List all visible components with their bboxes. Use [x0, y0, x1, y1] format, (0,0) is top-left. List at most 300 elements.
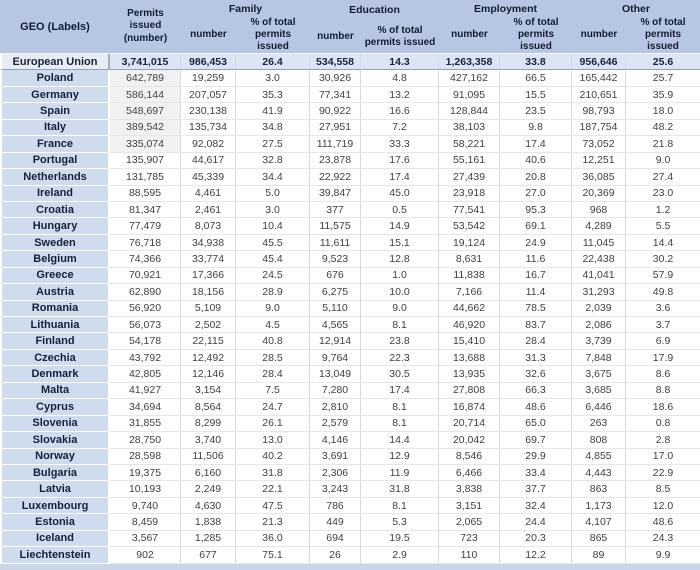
other-pct-cell: 14.4	[626, 235, 700, 251]
permits-issued-cell: 54,178	[110, 333, 181, 349]
family-number-cell: 8,564	[181, 399, 236, 415]
permits-issued-cell: 642,789	[110, 70, 181, 86]
employment-number-cell: 3,838	[439, 481, 500, 497]
education-pct-cell: 12.8	[361, 251, 439, 267]
employment-number-cell: 8,631	[439, 251, 500, 267]
family-pct-cell: 24.5	[236, 268, 310, 284]
employment-pct-cell: 27.0	[500, 186, 572, 202]
employment-pct-cell: 66.3	[500, 383, 572, 399]
family-number-cell: 2,502	[181, 317, 236, 333]
education-pct-cell: 17.6	[361, 153, 439, 169]
other-number-cell: 1,173	[572, 498, 626, 514]
education-number-cell: 5,110	[310, 301, 361, 317]
education-pct-cell: 12.9	[361, 449, 439, 465]
geo-cell: Cyprus	[0, 399, 110, 415]
employment-pct-cell: 15.5	[500, 87, 572, 103]
family-number-header[interactable]: number	[190, 29, 227, 40]
other-number-cell: 31,293	[572, 284, 626, 300]
employment-pct-cell: 23.5	[500, 103, 572, 119]
education-pct-cell: 45.0	[361, 186, 439, 202]
geo-cell: Slovenia	[0, 416, 110, 432]
other-number-cell: 808	[572, 432, 626, 448]
other-pct-cell: 18.6	[626, 399, 700, 415]
geo-cell: Czechia	[0, 350, 110, 366]
table-row	[0, 54, 700, 70]
education-number-cell: 7,280	[310, 383, 361, 399]
employment-number-cell: 20,714	[439, 416, 500, 432]
other-number-cell: 187,754	[572, 120, 626, 136]
other-number-cell: 11,045	[572, 235, 626, 251]
table-row	[0, 202, 700, 218]
education-number-cell: 3,243	[310, 481, 361, 497]
education-number-cell: 2,306	[310, 465, 361, 481]
family-column-group	[181, 0, 310, 53]
education-number-cell: 111,719	[310, 136, 361, 152]
family-pct-cell: 10.4	[236, 218, 310, 234]
employment-pct-cell: 37.7	[500, 481, 572, 497]
employment-pct-cell: 11.4	[500, 284, 572, 300]
family-pct-cell: 27.5	[236, 136, 310, 152]
geo-cell: Sweden	[0, 235, 110, 251]
employment-number-cell: 7,166	[439, 284, 500, 300]
family-number-cell: 2,249	[181, 481, 236, 497]
education-pct-cell: 22.3	[361, 350, 439, 366]
other-pct-cell: 30.2	[626, 251, 700, 267]
employment-number-cell: 23,918	[439, 186, 500, 202]
other-pct-cell: 6.9	[626, 333, 700, 349]
employment-pct-cell: 32.6	[500, 366, 572, 382]
education-pct-cell: 9.0	[361, 301, 439, 317]
family-number-cell: 12,146	[181, 366, 236, 382]
other-pct-cell: 48.2	[626, 120, 700, 136]
family-number-cell: 2,461	[181, 202, 236, 218]
family-pct-cell: 3.0	[236, 70, 310, 86]
other-pct-cell: 8.5	[626, 481, 700, 497]
education-number-cell: 39,847	[310, 186, 361, 202]
permits-issued-cell: 902	[110, 547, 181, 563]
family-number-cell: 6,160	[181, 465, 236, 481]
other-pct-cell: 5.5	[626, 218, 700, 234]
employment-number-cell: 15,410	[439, 333, 500, 349]
employment-number-cell: 1,263,358	[439, 54, 500, 70]
employment-pct-cell: 16.7	[500, 268, 572, 284]
geo-cell: Netherlands	[0, 169, 110, 185]
table-row	[0, 169, 700, 185]
education-number-cell: 377	[310, 202, 361, 218]
employment-number-cell: 11,838	[439, 268, 500, 284]
employment-pct-cell: 28.4	[500, 333, 572, 349]
permits-issued-cell: 10,193	[110, 481, 181, 497]
other-group-label[interactable]: Other	[621, 2, 650, 15]
family-pct-cell: 9.0	[236, 301, 310, 317]
permits-issued-cell: 81,347	[110, 202, 181, 218]
family-number-cell: 5,109	[181, 301, 236, 317]
geo-cell: Malta	[0, 383, 110, 399]
employment-number-cell: 13,688	[439, 350, 500, 366]
education-pct-cell: 17.4	[361, 383, 439, 399]
education-pct-cell: 17.4	[361, 169, 439, 185]
employment-pct-cell: 33.4	[500, 465, 572, 481]
table-row	[0, 350, 700, 366]
education-number-cell: 4,146	[310, 432, 361, 448]
table-row	[0, 481, 700, 497]
permits-issued-cell: 389,542	[110, 120, 181, 136]
other-pct-header[interactable]: % of total permits issued	[640, 17, 686, 52]
other-number-cell: 22,438	[572, 251, 626, 267]
education-number-cell: 9,523	[310, 251, 361, 267]
permits-issued-cell: 76,718	[110, 235, 181, 251]
other-pct-cell: 18.0	[626, 103, 700, 119]
family-group-label[interactable]: Family	[228, 2, 263, 15]
education-number-cell: 449	[310, 514, 361, 530]
family-number-cell: 8,299	[181, 416, 236, 432]
employment-pct-cell: 20.8	[500, 169, 572, 185]
geo-cell: Greece	[0, 268, 110, 284]
employment-group-label[interactable]: Employment	[473, 2, 537, 15]
other-pct-cell: 22.9	[626, 465, 700, 481]
geo-cell: European Union	[0, 54, 110, 70]
other-number-cell: 4,289	[572, 218, 626, 234]
other-number-header[interactable]: number	[580, 29, 618, 40]
employment-pct-cell: 33.8	[500, 54, 572, 70]
family-pct-cell: 45.4	[236, 251, 310, 267]
family-pct-cell: 21.3	[236, 514, 310, 530]
table-row	[0, 268, 700, 284]
family-number-cell: 4,461	[181, 186, 236, 202]
employment-column-group	[439, 0, 572, 53]
education-pct-cell: 5.3	[361, 514, 439, 530]
other-number-cell: 6,446	[572, 399, 626, 415]
other-pct-cell: 25.6	[626, 54, 700, 70]
geo-cell: Croatia	[0, 202, 110, 218]
family-pct-cell: 45.5	[236, 235, 310, 251]
geo-cell: Liechtenstein	[0, 547, 110, 563]
family-pct-cell: 26.1	[236, 416, 310, 432]
geo-cell: Bulgaria	[0, 465, 110, 481]
table-row	[0, 399, 700, 415]
employment-number-cell: 91,095	[439, 87, 500, 103]
employment-number-cell: 53,542	[439, 218, 500, 234]
geo-cell: Lithuania	[0, 317, 110, 333]
table-row	[0, 153, 700, 169]
education-pct-cell: 11.9	[361, 465, 439, 481]
permits-issued-cell: 31,855	[110, 416, 181, 432]
permits-issued-cell: 135,907	[110, 153, 181, 169]
geo-cell: Belgium	[0, 251, 110, 267]
education-pct-cell: 4.8	[361, 70, 439, 86]
geo-cell: Austria	[0, 284, 110, 300]
employment-number-cell: 16,874	[439, 399, 500, 415]
employment-pct-cell: 12.2	[500, 547, 572, 563]
permits-issued-cell: 28,750	[110, 432, 181, 448]
employment-number-cell: 55,161	[439, 153, 500, 169]
family-number-cell: 230,138	[181, 103, 236, 119]
family-number-cell: 3,154	[181, 383, 236, 399]
other-pct-cell: 57.9	[626, 268, 700, 284]
other-pct-cell: 25.7	[626, 70, 700, 86]
permits-issued-cell: 41,927	[110, 383, 181, 399]
education-number-cell: 6,275	[310, 284, 361, 300]
other-number-cell: 263	[572, 416, 626, 432]
other-number-cell: 4,855	[572, 449, 626, 465]
table-row	[0, 416, 700, 432]
family-number-cell: 986,453	[181, 54, 236, 70]
family-pct-cell: 3.0	[236, 202, 310, 218]
education-pct-cell: 8.1	[361, 416, 439, 432]
employment-number-cell: 77,541	[439, 202, 500, 218]
family-pct-cell: 32.8	[236, 153, 310, 169]
family-number-cell: 45,339	[181, 169, 236, 185]
education-number-cell: 90,922	[310, 103, 361, 119]
employment-pct-cell: 24.4	[500, 514, 572, 530]
education-pct-cell: 14.4	[361, 432, 439, 448]
table-row	[0, 218, 700, 234]
other-number-cell: 2,086	[572, 317, 626, 333]
education-pct-cell: 8.1	[361, 498, 439, 514]
other-number-cell: 36,085	[572, 169, 626, 185]
education-column-group	[310, 0, 439, 53]
other-pct-cell: 8.6	[626, 366, 700, 382]
family-number-cell: 33,774	[181, 251, 236, 267]
education-number-cell: 11,611	[310, 235, 361, 251]
table-row	[0, 333, 700, 349]
geo-column-header[interactable]: GEO (Labels)	[20, 20, 90, 33]
permits-issued-cell: 62,890	[110, 284, 181, 300]
employment-number-header[interactable]: number	[451, 29, 488, 40]
education-pct-header[interactable]: % of total permits issued	[364, 24, 436, 48]
family-number-cell: 18,156	[181, 284, 236, 300]
table-row	[0, 547, 700, 563]
education-number-cell: 12,914	[310, 333, 361, 349]
education-number-cell: 22,922	[310, 169, 361, 185]
education-number-cell: 27,951	[310, 120, 361, 136]
table-row	[0, 87, 700, 103]
family-number-cell: 44,617	[181, 153, 236, 169]
permits-issued-cell: 56,920	[110, 301, 181, 317]
other-number-cell: 41,041	[572, 268, 626, 284]
education-pct-cell: 16.6	[361, 103, 439, 119]
other-pct-cell: 21.8	[626, 136, 700, 152]
table-row	[0, 465, 700, 481]
employment-number-cell: 6,466	[439, 465, 500, 481]
other-pct-cell: 1.2	[626, 202, 700, 218]
other-pct-cell: 24.3	[626, 531, 700, 547]
family-pct-cell: 13.0	[236, 432, 310, 448]
other-number-cell: 73,052	[572, 136, 626, 152]
family-pct-cell: 75.1	[236, 547, 310, 563]
permits-issued-cell: 335,074	[110, 136, 181, 152]
other-number-cell: 2,039	[572, 301, 626, 317]
family-pct-cell: 31.8	[236, 465, 310, 481]
permits-issued-cell: 19,375	[110, 465, 181, 481]
geo-cell: Luxembourg	[0, 498, 110, 514]
employment-number-cell: 8,546	[439, 449, 500, 465]
geo-cell: Estonia	[0, 514, 110, 530]
family-pct-header[interactable]: % of total permits issued	[250, 17, 296, 52]
table-row	[0, 498, 700, 514]
other-number-cell: 956,646	[572, 54, 626, 70]
employment-pct-cell: 9.8	[500, 120, 572, 136]
table-row	[0, 186, 700, 202]
geo-cell: Norway	[0, 449, 110, 465]
employment-pct-cell: 65.0	[500, 416, 572, 432]
family-pct-cell: 34.8	[236, 120, 310, 136]
employment-pct-cell: 24.9	[500, 235, 572, 251]
other-pct-cell: 9.0	[626, 153, 700, 169]
employment-pct-cell: 40.6	[500, 153, 572, 169]
education-pct-cell: 2.9	[361, 547, 439, 563]
permits-issued-cell: 43,792	[110, 350, 181, 366]
geo-cell: Hungary	[0, 218, 110, 234]
family-pct-cell: 28.9	[236, 284, 310, 300]
employment-number-cell: 2,065	[439, 514, 500, 530]
other-number-cell: 4,107	[572, 514, 626, 530]
employment-number-cell: 427,162	[439, 70, 500, 86]
family-pct-cell: 36.0	[236, 531, 310, 547]
other-pct-cell: 2.8	[626, 432, 700, 448]
other-pct-cell: 9.9	[626, 547, 700, 563]
family-pct-cell: 7.5	[236, 383, 310, 399]
permits-issued-cell: 88,595	[110, 186, 181, 202]
education-number-cell: 23,878	[310, 153, 361, 169]
permits-issued-cell: 74,366	[110, 251, 181, 267]
permits-issued-cell: 548,697	[110, 103, 181, 119]
table-row	[0, 366, 700, 382]
employment-pct-cell: 32.4	[500, 498, 572, 514]
employment-pct-cell: 29.9	[500, 449, 572, 465]
permits-issued-cell: 131,785	[110, 169, 181, 185]
family-number-cell: 8,073	[181, 218, 236, 234]
geo-cell: France	[0, 136, 110, 152]
employment-pct-cell: 17.4	[500, 136, 572, 152]
table-row	[0, 514, 700, 530]
other-number-cell: 165,442	[572, 70, 626, 86]
employment-pct-header[interactable]: % of total permits issued	[513, 17, 559, 52]
geo-cell: Denmark	[0, 366, 110, 382]
other-pct-cell: 17.0	[626, 449, 700, 465]
geo-cell: Germany	[0, 87, 110, 103]
employment-pct-cell: 20.3	[500, 531, 572, 547]
table-row	[0, 251, 700, 267]
permits-issued-cell: 8,459	[110, 514, 181, 530]
employment-number-cell: 27,439	[439, 169, 500, 185]
family-number-cell: 12,492	[181, 350, 236, 366]
employment-number-cell: 13,935	[439, 366, 500, 382]
education-pct-cell: 8.1	[361, 399, 439, 415]
family-number-cell: 677	[181, 547, 236, 563]
education-pct-cell: 14.3	[361, 54, 439, 70]
employment-pct-cell: 31.3	[500, 350, 572, 366]
education-group-label[interactable]: Education	[349, 4, 400, 16]
education-number-cell: 694	[310, 531, 361, 547]
table-row	[0, 531, 700, 547]
family-number-cell: 207,057	[181, 87, 236, 103]
education-number-header[interactable]: number	[317, 30, 354, 42]
family-pct-cell: 47.5	[236, 498, 310, 514]
education-pct-cell: 14.9	[361, 218, 439, 234]
other-number-cell: 7,848	[572, 350, 626, 366]
education-number-cell: 534,558	[310, 54, 361, 70]
other-pct-cell: 3.6	[626, 301, 700, 317]
family-number-cell: 11,506	[181, 449, 236, 465]
other-number-cell: 210,651	[572, 87, 626, 103]
permits-issued-cell: 3,567	[110, 531, 181, 547]
other-number-cell: 865	[572, 531, 626, 547]
education-number-cell: 676	[310, 268, 361, 284]
education-pct-cell: 1.0	[361, 268, 439, 284]
geo-cell: Poland	[0, 70, 110, 86]
employment-number-cell: 19,124	[439, 235, 500, 251]
family-pct-cell: 40.8	[236, 333, 310, 349]
table-row	[0, 432, 700, 448]
permits-issued-cell: 42,805	[110, 366, 181, 382]
education-number-cell: 9,764	[310, 350, 361, 366]
family-number-cell: 17,366	[181, 268, 236, 284]
education-number-cell: 26	[310, 547, 361, 563]
employment-pct-cell: 83.7	[500, 317, 572, 333]
family-number-cell: 135,734	[181, 120, 236, 136]
other-pct-cell: 35.9	[626, 87, 700, 103]
education-number-cell: 77,341	[310, 87, 361, 103]
education-number-cell: 2,810	[310, 399, 361, 415]
family-pct-cell: 26.4	[236, 54, 310, 70]
geo-cell: Spain	[0, 103, 110, 119]
table-header	[0, 0, 700, 54]
table-row	[0, 70, 700, 86]
education-pct-cell: 23.8	[361, 333, 439, 349]
other-number-cell: 12,251	[572, 153, 626, 169]
family-number-cell: 3,740	[181, 432, 236, 448]
education-number-cell: 4,565	[310, 317, 361, 333]
other-pct-cell: 17.9	[626, 350, 700, 366]
family-number-cell: 92,082	[181, 136, 236, 152]
geo-cell: Latvia	[0, 481, 110, 497]
education-number-cell: 2,579	[310, 416, 361, 432]
table-row	[0, 301, 700, 317]
family-number-cell: 22,115	[181, 333, 236, 349]
employment-number-cell: 38,103	[439, 120, 500, 136]
table-row	[0, 449, 700, 465]
employment-number-cell: 128,844	[439, 103, 500, 119]
education-number-cell: 11,575	[310, 218, 361, 234]
family-number-cell: 1,285	[181, 531, 236, 547]
education-pct-cell: 0.5	[361, 202, 439, 218]
other-number-cell: 3,685	[572, 383, 626, 399]
education-pct-cell: 31.8	[361, 481, 439, 497]
geo-cell: Finland	[0, 333, 110, 349]
table-row	[0, 136, 700, 152]
family-number-cell: 34,938	[181, 235, 236, 251]
education-number-cell: 13,049	[310, 366, 361, 382]
family-number-cell: 4,630	[181, 498, 236, 514]
geo-cell: Iceland	[0, 531, 110, 547]
other-number-cell: 3,675	[572, 366, 626, 382]
employment-pct-cell: 66.5	[500, 70, 572, 86]
geo-cell: Romania	[0, 301, 110, 317]
other-pct-cell: 49.8	[626, 284, 700, 300]
employment-pct-cell: 78.5	[500, 301, 572, 317]
permits-issued-cell: 70,921	[110, 268, 181, 284]
permits-issued-cell: 3,741,015	[110, 54, 181, 70]
table-row	[0, 120, 700, 136]
geo-cell: Slovakia	[0, 432, 110, 448]
education-pct-cell: 33.3	[361, 136, 439, 152]
employment-number-cell: 58,221	[439, 136, 500, 152]
other-pct-cell: 23.0	[626, 186, 700, 202]
other-pct-cell: 3.7	[626, 317, 700, 333]
other-number-cell: 98,793	[572, 103, 626, 119]
permits-issued-column-header[interactable]: Permits issued (number)	[123, 8, 168, 44]
